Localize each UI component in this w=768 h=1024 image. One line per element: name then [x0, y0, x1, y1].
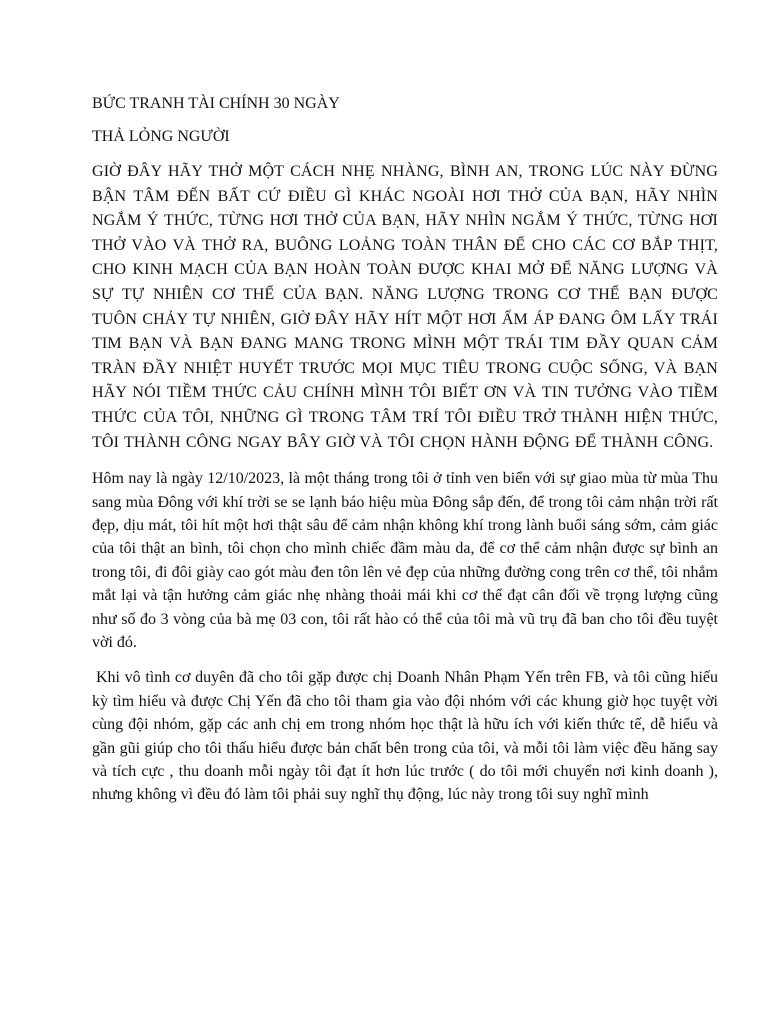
document-title: BỨC TRANH TÀI CHÍNH 30 NGÀY — [92, 95, 340, 112]
document-subtitle: THẢ LỎNG NGƯỜI — [92, 128, 230, 145]
document-body — [92, 92, 718, 819]
paragraph-morning: Hôm nay là ngày 12/10/2023, là một tháng trong tôi ở tỉnh ven biển với sự giao mùa từ mùa Thu sang mùa Đông với khí trời se se lạnh báo hiệu mùa Đông sắp đến, để trong tôi cảm nhận trời rất đẹp, dịu mát, tôi hít một hơi thật sâu để cảm nhận không khí trong lành buổi sáng sớm, cảm giác của tôi thật an bình, tôi chọn cho mình chiếc đầm màu da, để cơ thể cảm nhận được sự bình an trong tôi, đi đôi giày cao gót màu đen tôn lên vẻ đẹp của những đường cong trên cơ thể, tôi nhắm mắt lại và tận hưởng cảm giác nhẹ nhàng thoải mái khi cơ thể đạt cân đối về trọng lượng cũng như số đo 3 vòng của bà mẹ 03 con, tôi rất hào có thể của tôi mà vũ trụ đã ban cho tôi đều tuyệt vời đó. — [92, 470, 718, 651]
paragraph-encounter: Khi vô tình cơ duyên đã cho tôi gặp được chị Doanh Nhân Phạm Yến trên FB, và tôi cũng hiếu kỳ tìm hiểu và được Chị Yến đã cho tôi tham gia vào đội nhóm với các khung giờ học tuyệt vời cùng đội nhóm, gặp các anh chị em trong nhóm học thật là hữu ích với kiến thức tế, dễ hiểu và gần gũi giúp cho tôi thấu hiểu được bản chất bên trong của tôi, và mỗi tôi làm việc đều hăng say và tích cực , thu doanh mỗi ngày tôi đạt ít hơn lúc trước ( do tôi mới chuyển nơi kinh doanh ), nhưng không vì đều đó làm tôi phải suy nghĩ thụ động, lúc này trong tôi suy nghĩ mình — [92, 669, 718, 804]
paragraph-meditation: GIỜ ĐÂY HÃY THỞ MỘT CÁCH NHẸ NHÀNG, BÌNH AN, TRONG LÚC NÀY ĐỪNG BẬN TÂM ĐẾN BẤT CỨ ĐIỀU GÌ KHÁC NGOÀI HƠI THỞ CỦA BẠN, HÃY NHÌN NGẮM Ý THỨC, TỪNG HƠI THỞ CỦA BẠN, HÃY NHÌN NGẮM Ý THỨC, TỪNG HƠI THỞ VÀO VÀ THỞ RA, BUÔNG LOẢNG TOÀN THÂN ĐỂ CHO CÁC CƠ BẮP THỊT, CHO KINH MẠCH CỦA BẠN HOÀN TOÀN ĐƯỢC KHAI MỞ ĐỂ NĂNG LƯỢNG VÀ SỰ TỰ NHIÊN CƠ THỂ CỦA BẠN. NĂNG LƯỢNG TRONG CƠ THỂ BẠN ĐƯỢC TUÔN CHẢY TỰ NHIÊN, GIỜ ĐÂY HÃY HÍT MỘT HƠI ẤM ÁP ĐANG ÔM LẤY TRÁI TIM BẠN VÀ BẠN ĐANG MANG TRONG MÌNH MỘT TRÁI TIM ĐẦY QUAN CẢM TRÀN ĐẦY NHIỆT HUYẾT TRƯỚC MỌI MỤC TIÊU TRONG CUỘC SỐNG, VÀ BẠN HÃY NÓI TIỀM THỨC CẢU CHÍNH MÌNH TÔI BIẾT ƠN VÀ TIN TƯỞNG VÀO TIỀM THỨC CỦA TÔI, NHỮNG GÌ TRONG TÂM TRÍ TÔI ĐIỀU TRỞ THÀNH HIỆN THỨC, TÔI THÀNH CÔNG NGAY BÂY GIỜ VÀ TÔI CHỌN HÀNH ĐỘNG ĐỂ THÀNH CÔNG. — [92, 163, 718, 451]
